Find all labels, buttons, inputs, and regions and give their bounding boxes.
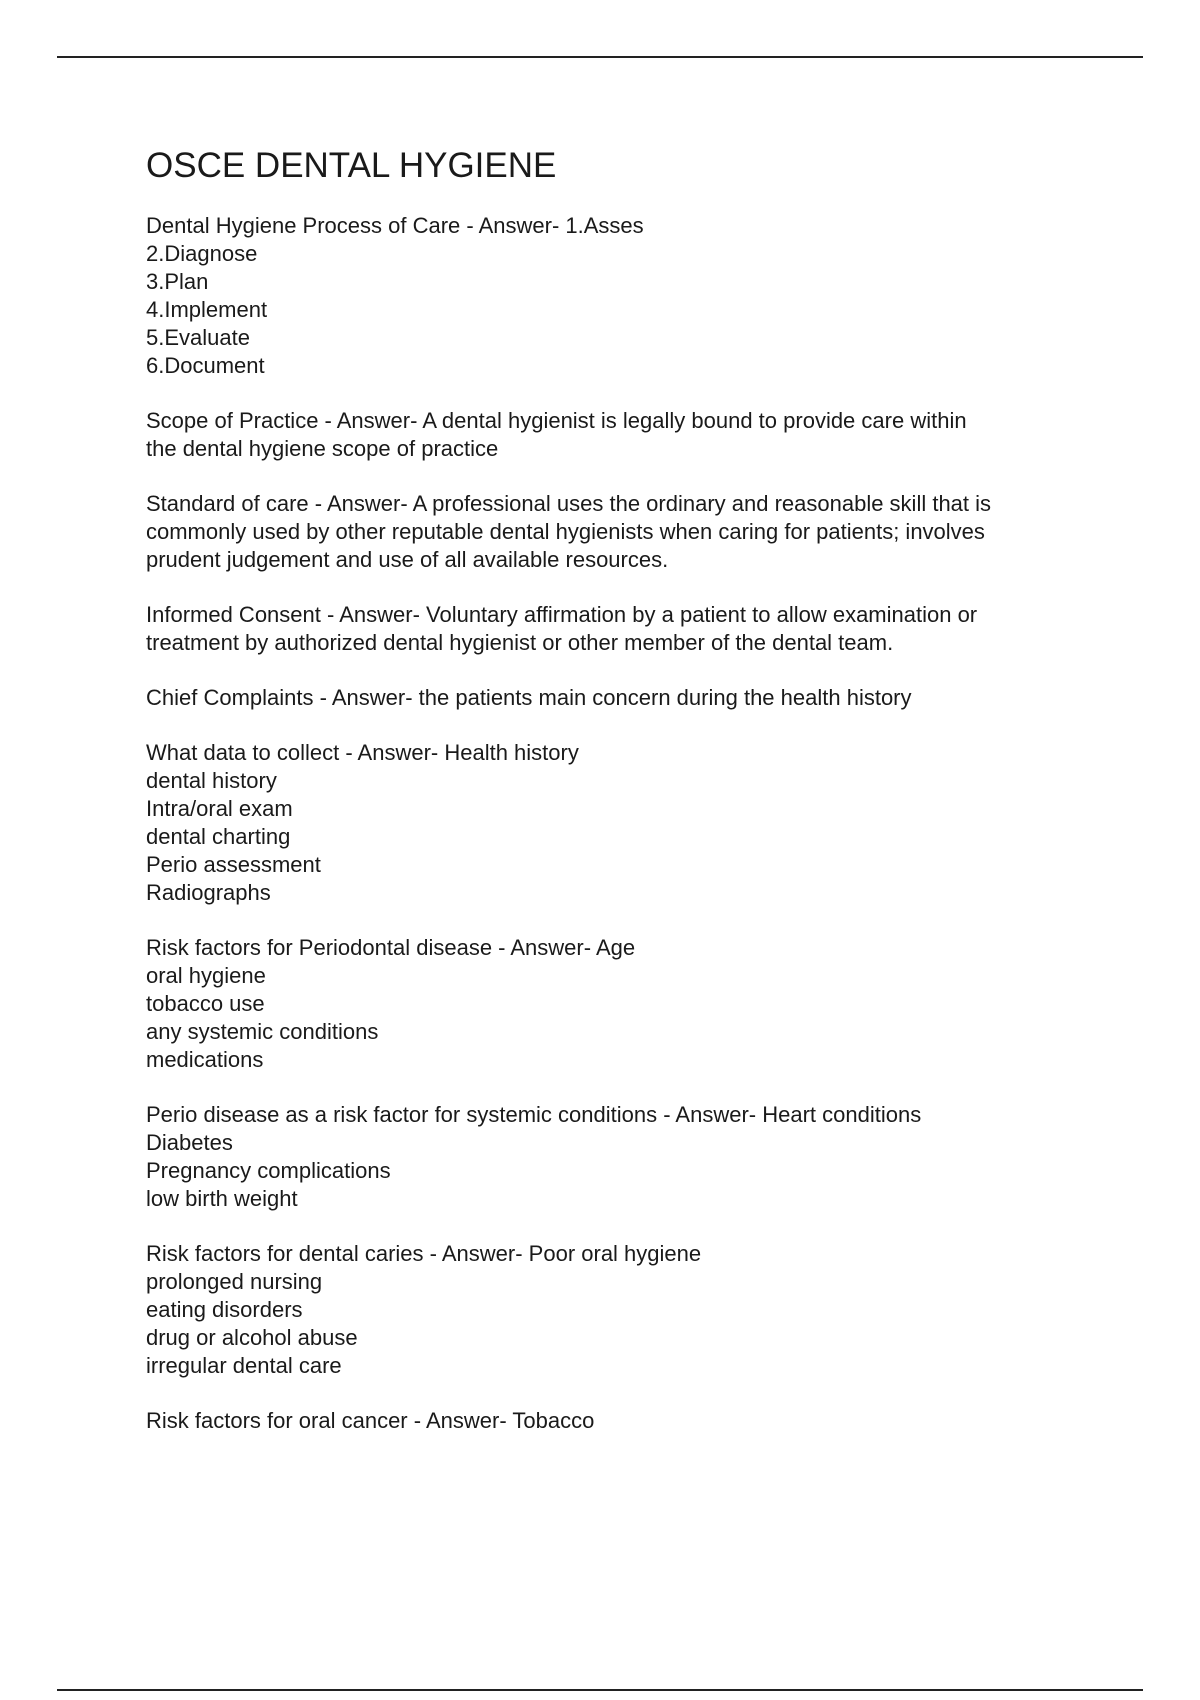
bottom-rule (57, 1689, 1143, 1691)
qa-entry-perio-risk-factors (146, 934, 1086, 1074)
qa-line: Dental Hygiene Process of Care - Answer- 1.Asses (146, 213, 644, 238)
qa-entry-standard-of-care (146, 490, 1086, 574)
qa-line: treatment by authorized dental hygienist or other member of the dental team. (146, 630, 894, 655)
qa-line: Perio assessment (146, 852, 321, 877)
qa-line: Standard of care - Answer- A professional uses the ordinary and reasonable skill that is (146, 491, 992, 516)
qa-line: any systemic conditions (146, 1019, 379, 1044)
qa-line: Pregnancy complications (146, 1158, 391, 1183)
qa-line: oral hygiene (146, 963, 266, 988)
qa-line: 6.Document (146, 353, 265, 378)
qa-line: 2.Diagnose (146, 241, 258, 266)
qa-line: Chief Complaints - Answer- the patients main concern during the health history (146, 685, 912, 710)
qa-line: Diabetes (146, 1130, 233, 1155)
qa-line: eating disorders (146, 1297, 303, 1322)
qa-line: Radiographs (146, 880, 271, 905)
qa-line: Risk factors for oral cancer - Answer- Tobacco (146, 1408, 595, 1433)
qa-entry-chief-complaints (146, 684, 1086, 712)
qa-line: What data to collect - Answer- Health history (146, 740, 579, 765)
qa-line: dental history (146, 768, 277, 793)
qa-line: dental charting (146, 824, 291, 849)
qa-entry-oral-cancer-risk (146, 1407, 1086, 1435)
qa-line: irregular dental care (146, 1353, 342, 1378)
qa-line: commonly used by other reputable dental hygienists when caring for patients; involves (146, 519, 985, 544)
qa-line: 4.Implement (146, 297, 268, 322)
qa-line: Risk factors for dental caries - Answer- Poor oral hygiene (146, 1241, 702, 1266)
document-title: OSCE DENTAL HYGIENE (146, 146, 557, 185)
qa-entry-scope-of-practice (146, 407, 1086, 463)
qa-entry-caries-risk-factors (146, 1240, 1086, 1380)
qa-entry-perio-systemic (146, 1101, 1086, 1213)
qa-line: Risk factors for Periodontal disease - Answer- Age (146, 935, 636, 960)
qa-entry-process-of-care (146, 212, 1086, 380)
qa-line: low birth weight (146, 1186, 298, 1211)
qa-entry-data-to-collect (146, 739, 1086, 907)
qa-line: prolonged nursing (146, 1269, 323, 1294)
qa-line: 5.Evaluate (146, 325, 250, 350)
qa-line: Scope of Practice - Answer- A dental hygienist is legally bound to provide care within (146, 408, 967, 433)
qa-line: 3.Plan (146, 269, 209, 294)
qa-line: prudent judgement and use of all available resources. (146, 547, 669, 572)
qa-line: medications (146, 1047, 264, 1072)
qa-line: Perio disease as a risk factor for systemic conditions - Answer- Heart conditions (146, 1102, 922, 1127)
qa-line: Intra/oral exam (146, 796, 293, 821)
qa-line: drug or alcohol abuse (146, 1325, 358, 1350)
top-rule (57, 56, 1143, 58)
qa-line: Informed Consent - Answer- Voluntary affirmation by a patient to allow examination or (146, 602, 978, 627)
qa-line: the dental hygiene scope of practice (146, 436, 499, 461)
document-body (146, 142, 1086, 1462)
qa-line: tobacco use (146, 991, 265, 1016)
qa-entry-informed-consent (146, 601, 1086, 657)
